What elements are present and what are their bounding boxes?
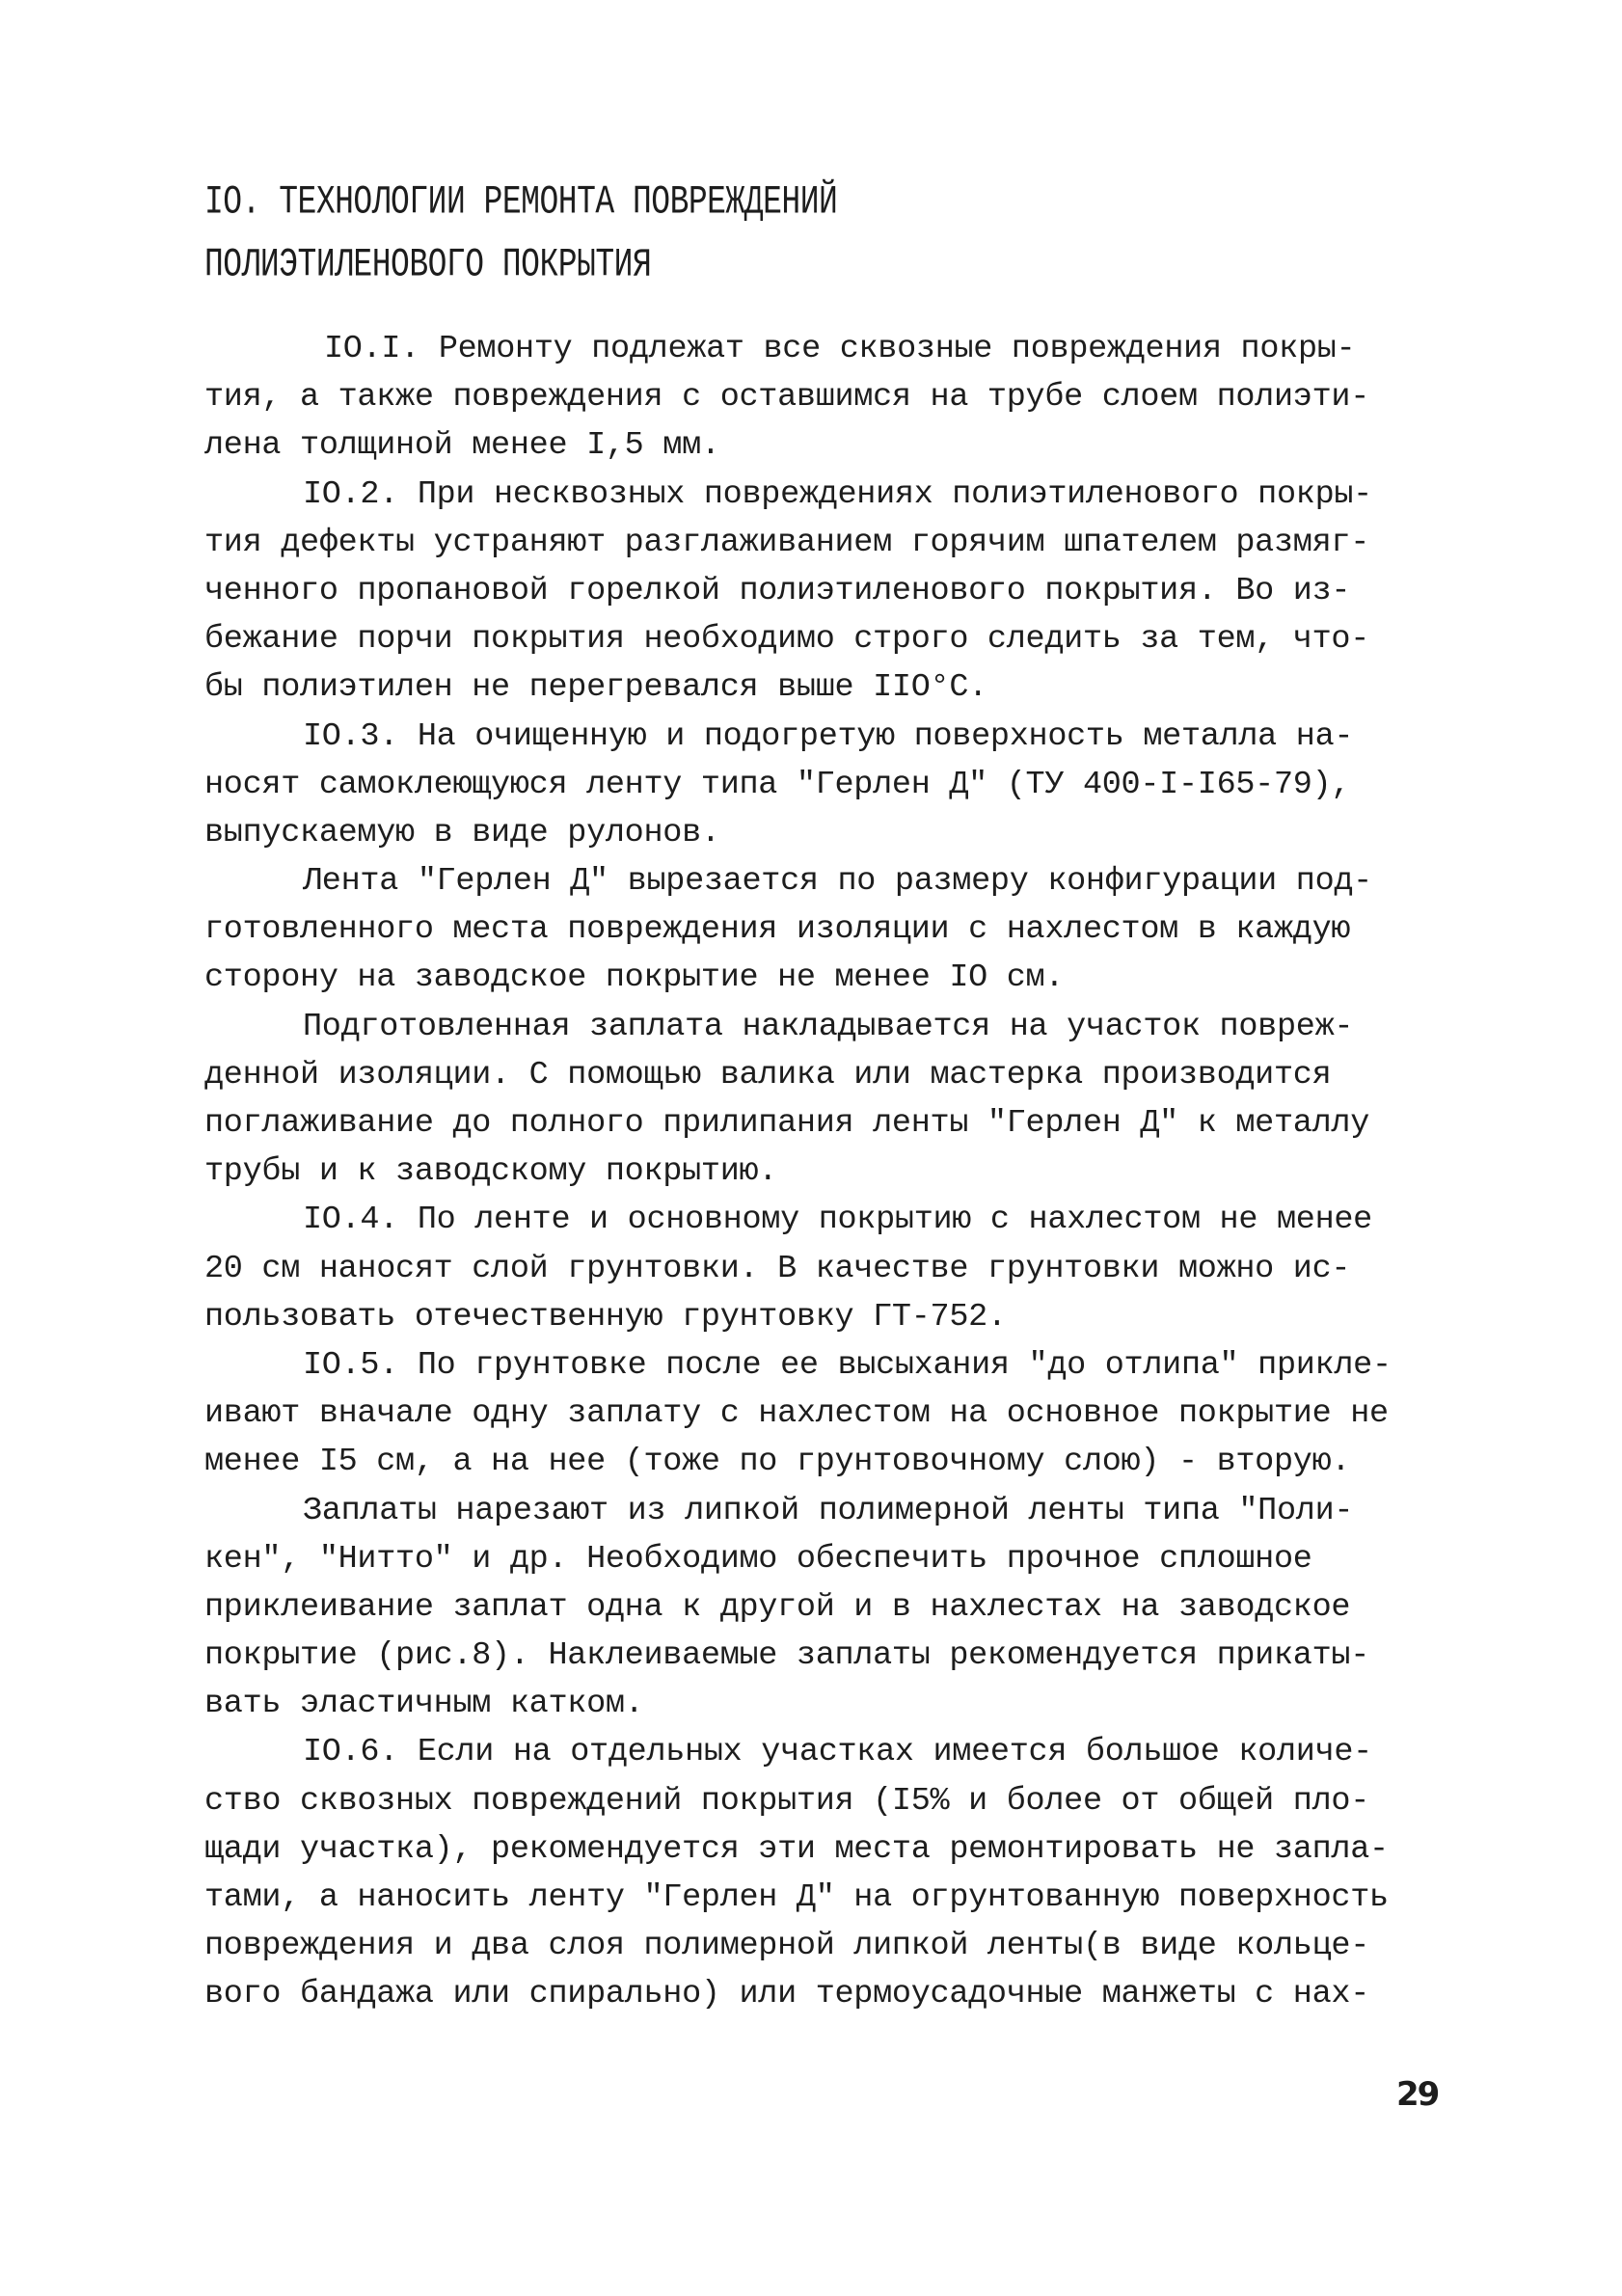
section-heading-line-1: IO. ТЕХНОЛОГИИ РЕМОНТА ПОВРЕЖДЕНИЙ	[204, 179, 838, 225]
text-line: вого бандажа или спирально) или термоусадочные манжеты с нах-	[204, 1976, 1370, 2013]
text-line: щади участка), рекомендуется эти места ремонтировать не запла-	[204, 1830, 1389, 1868]
text-line: денной изоляции. С помощью валика или мастерка производится	[204, 1056, 1332, 1094]
text-line: IO.5. По грунтовке после ее высыхания "до отлипа" прикле-	[303, 1346, 1392, 1384]
text-line: Заплаты нарезают из липкой полимерной ленты типа "Поли-	[303, 1492, 1354, 1529]
text-line: бежание порчи покрытия необходимо строго следить за тем, что-	[204, 621, 1370, 659]
text-line: тами, а наносить ленту "Герлен Д" на огрунтованную поверхность	[204, 1879, 1389, 1916]
text-line: носят самоклеющуюся ленту типа "Герлен Д" (ТУ 400-I-I65-79),	[204, 766, 1351, 803]
text-line: пользовать отечественную грунтовку ГТ-752.	[204, 1298, 1007, 1336]
text-line: приклеивание заплат одна к другой и в нахлестах на заводское	[204, 1588, 1351, 1626]
text-line: трубы и к заводскому покрытию.	[204, 1153, 778, 1191]
text-line: IO.3. На очищенную и подогретую поверхность металла на-	[303, 717, 1354, 755]
text-line: кен", "Нитто" и др. Необходимо обеспечить прочное сплошное	[204, 1540, 1312, 1578]
text-line: покрытие (рис.8). Наклеиваемые заплаты рекомендуется прикаты-	[204, 1637, 1370, 1675]
text-line: 20 см наносят слой грунтовки. В качестве грунтовки можно ис-	[204, 1250, 1351, 1287]
text-line: повреждения и два слоя полимерной липкой ленты(в виде кольце-	[204, 1928, 1370, 1965]
text-line: тия, а также повреждения с оставшимся на трубе слоем полиэти-	[204, 379, 1370, 417]
text-line: тия дефекты устраняют разглаживанием горячим шпателем размяг-	[204, 524, 1370, 561]
text-line: ивают вначале одну заплату с нахлестом на основное покрытие не	[204, 1395, 1389, 1433]
text-line: Подготовленная заплата накладывается на участок повреж-	[303, 1008, 1354, 1045]
text-line: IO.I. Ремонту подлежат все сквозные повреждения покры-	[324, 331, 1356, 367]
text-line: сторону на заводское покрытие не менее IO см.	[204, 959, 1065, 997]
text-line: IO.4. По ленте и основному покрытию с нахлестом не менее	[303, 1202, 1372, 1239]
text-line: менее I5 см, а на нее (тоже по грунтовочному слою) - вторую.	[204, 1444, 1351, 1481]
text-line: вать эластичным катком.	[204, 1686, 644, 1723]
text-line: лена толщиной менее I,5 мм.	[204, 427, 720, 465]
section-heading	[204, 172, 1458, 297]
body-text	[204, 325, 1477, 2019]
text-line: IO.6. Если на отдельных участках имеется большое количе-	[303, 1734, 1372, 1771]
page-number: 29	[1396, 2075, 1439, 2114]
text-line: выпускаемую в виде рулонов.	[204, 814, 720, 851]
text-line: ченного пропановой горелкой полиэтиленового покрытия. Во из-	[204, 572, 1351, 609]
text-line: Лента "Герлен Д" вырезается по размеру конфигурации под-	[303, 863, 1372, 901]
section-heading-line-2: ПОЛИЭТИЛЕНОВОГО ПОКРЫТИЯ	[204, 242, 652, 287]
text-line: готовленного места повреждения изоляции с нахлестом в каждую	[204, 911, 1351, 949]
text-line: IO.2. При несквозных повреждениях полиэтиленового покры-	[303, 475, 1372, 513]
text-line: ство сквозных повреждений покрытия (I5% и более от общей пло-	[204, 1782, 1370, 1820]
text-line: поглаживание до полного прилипания ленты "Герлен Д" к металлу	[204, 1105, 1370, 1142]
text-line: бы полиэтилен не перегревался выше IIO°С.	[204, 669, 987, 707]
